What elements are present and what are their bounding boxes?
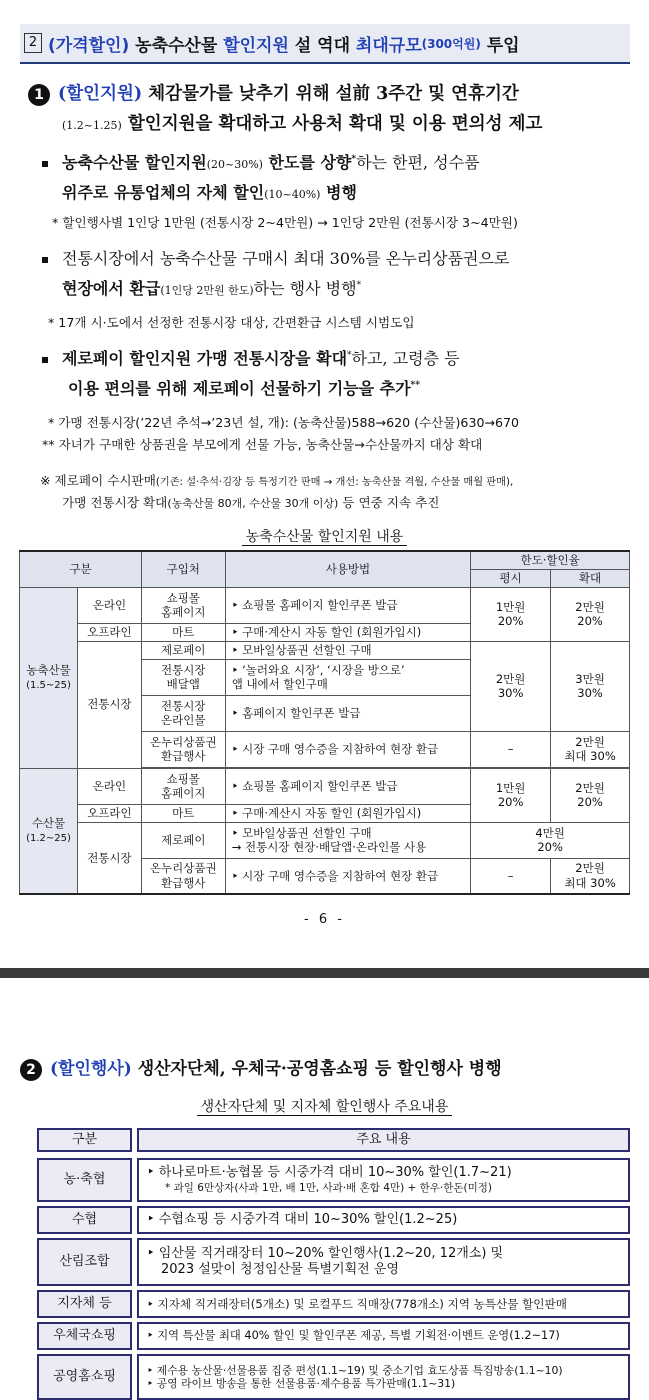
cell-method: ‣ 모바일상품권 선할인 구매: [225, 641, 471, 659]
table-title: [0, 526, 649, 546]
row-cat: 산림조합: [38, 1239, 131, 1285]
square-bullet-icon: [42, 257, 48, 263]
section-title-text: 설 역대: [288, 35, 356, 56]
content-line: ‣ 제수용 농산물·선물용품 집중 편성(1.1~19) 및 중소기업 효도상품 특집방송(1.1~10): [147, 1363, 563, 1377]
square-bullet-icon: [42, 357, 48, 363]
item-marker: 1: [28, 84, 50, 106]
row-content: [138, 1355, 629, 1399]
footnote-3: * 가맹 전통시장(’22년 추석→’23년 설, 개): (농축산물)588→620 (수산물)630→670: [48, 415, 520, 430]
footnote-mark: *: [356, 280, 362, 291]
section-title-text: 투입: [480, 35, 520, 56]
footnote-4: ** 자녀가 구매한 상품권을 부모에게 선물 가능, 농축산물→수산물까지 대상 확대: [42, 437, 483, 452]
table-title-text: 생산자단체 및 지자체 할인행사 주요내용: [197, 1099, 453, 1116]
text: 전통시장에서 농축수산물 구매시 최대 30%를 온누리상품권으로: [62, 249, 510, 268]
row-content: [138, 1323, 629, 1349]
bullet1-line2: [62, 180, 357, 203]
cell-market: 전통시장: [77, 641, 141, 768]
text: 현장에서 환급: [62, 279, 161, 298]
group-fish: [20, 768, 78, 894]
note-line1: [40, 470, 513, 489]
footnote-mark: *: [351, 154, 357, 165]
text: 위주로 유통업체의 자체 할인: [62, 183, 265, 202]
row-cat: 우체국쇼핑: [38, 1323, 131, 1349]
text: ※ 제로페이 수시판매: [40, 473, 156, 488]
item1-heading-line2: [62, 110, 542, 135]
content-line: ‣ 지역 특산물 최대 40% 할인 및 할인쿠폰 제공, 특별 기획전·이벤트 운영(1.2~17): [147, 1328, 560, 1342]
cell-normal: –: [471, 858, 551, 894]
cell-limit-merged: 4만원 20%: [471, 822, 630, 858]
events-table: [37, 1128, 630, 1400]
content-subline: * 과일 6만상자(사과 1만, 배 1만, 사과·배 혼합 4만) + 한우·한돈(미정): [165, 1181, 493, 1194]
page-separator: [0, 968, 649, 978]
cell-normal: 1만원 20%: [471, 768, 551, 822]
bullet2-line1: [42, 246, 509, 269]
cell-place: 쇼핑몰 홈페이지: [141, 768, 225, 804]
cell-offline: 오프라인: [77, 623, 141, 641]
content-line: ‣ 임산물 직거래장터 10~20% 할인행사(1.2~20, 12개소) 및: [147, 1245, 504, 1261]
content-line: ‣ 하나로마트·농협몰 등 시중가격 대비 10~30% 할인(1.7~21): [147, 1165, 512, 1181]
content-line: ‣ 지자체 직거래장터(5개소) 및 로컬푸드 직매장(778개소) 지역 농특산물 할인판매: [147, 1296, 567, 1311]
row-cat: 지자체 등: [38, 1291, 131, 1317]
cell-method: ‣ 모바일상품권 선할인 구매 → 전통시장 현장·배달앱·온라인몰 사용: [225, 822, 471, 858]
text: 가맹 전통시장 확대: [62, 495, 168, 510]
item-tag: (할인행사): [50, 1059, 132, 1079]
cell-place: 온누리상품권 환급행사: [141, 731, 225, 767]
text: 하는 한편, 성수품: [356, 153, 480, 172]
cell-place: 제로페이: [141, 822, 225, 858]
header-normal: 평시: [471, 569, 551, 587]
section-title-amount: (300억원): [421, 36, 481, 51]
footnote-1: * 할인행사별 1인당 1만원 (전통시장 2~4만원) → 1인당 2만원 (전통시장 3~4만원): [52, 215, 518, 230]
content-line: ‣ 수협쇼핑 등 시중가격 대비 10~30% 할인(1.2~25): [147, 1211, 458, 1227]
cell-method: ‣ 구매·계산시 자동 할인 (회원가입시): [225, 804, 471, 822]
text: 이용 편의를 위해 제로페이 선물하기 기능을 추가: [68, 379, 411, 398]
cell-online: 온라인: [77, 768, 141, 804]
discount-support-table: [19, 550, 630, 895]
row-content: [138, 1291, 629, 1317]
cell-method: ‣ 쇼핑몰 홈페이지 할인쿠폰 발급: [225, 768, 471, 804]
cell-method: ‣ 시장 구매 영수증을 지참하여 현장 환급: [225, 731, 471, 767]
text: 농축수산물 할인지원: [62, 153, 207, 172]
cell-expand: 2만원 최대 30%: [551, 731, 630, 767]
section-tag: (가격할인): [48, 35, 130, 56]
row-cat: 수협: [38, 1207, 131, 1233]
text: 농축산물: [26, 662, 71, 677]
header-gubun: 구분: [38, 1129, 131, 1151]
note-line2: [62, 492, 439, 511]
text: 하는 행사 병행: [253, 279, 357, 298]
cell-place: 온누리상품권 환급행사: [141, 858, 225, 894]
cell-method: ‣ 홈페이지 할인쿠폰 발급: [225, 695, 471, 731]
cell-expand: 3만원 30%: [551, 641, 630, 731]
text: 제로페이 할인지원 가맹 전통시장을 확대: [62, 349, 348, 368]
table-title: [0, 1096, 649, 1116]
section-title-text: 농축수산물: [129, 35, 224, 56]
text: (1.2~25): [26, 833, 71, 845]
cell-place: 전통시장 온라인몰: [141, 695, 225, 731]
item-text: 생산자단체, 우체국·공영홈쇼핑 등 할인행사 병행: [131, 1059, 502, 1079]
cell-normal: 2만원 30%: [471, 641, 551, 731]
row-cat: 공영홈쇼핑: [38, 1355, 131, 1399]
cell-method: ‣ 쇼핑몰 홈페이지 할인쿠폰 발급: [225, 587, 471, 623]
row-content: [138, 1207, 629, 1233]
cell-online: 온라인: [77, 587, 141, 623]
section-title-highlight: 최대규모: [355, 35, 422, 56]
square-bullet-icon: [42, 161, 48, 167]
item2-heading: [20, 1054, 502, 1081]
header-method: 사용방법: [225, 551, 471, 587]
section-header: [20, 24, 630, 64]
bullet2-line2: [62, 276, 361, 299]
text: (기존: 설·추석·김장 등 특정기간 판매 → 개선: 농축산물 격월, 수산물 매월 판매),: [155, 477, 514, 488]
cell-method: ‣ 구매·계산시 자동 할인 (회원가입시): [225, 623, 471, 641]
page-number: - 6 -: [304, 912, 345, 927]
content-line: ‣ 공영 라이브 방송을 통한 선물용품·제수용품 특가판매(1.1~31): [147, 1377, 456, 1390]
cell-method: ‣ ‘놀러와요 시장’, ‘시장을 방으로’ 앱 내에서 할인구매: [225, 659, 471, 695]
cell-place: 마트: [141, 623, 225, 641]
section-title-highlight: 할인지원: [223, 35, 289, 56]
cell-place: 전통시장 배달앱: [141, 659, 225, 695]
cell-normal: –: [471, 731, 551, 767]
header-gubun: 구분: [20, 551, 142, 587]
text: 수산물: [31, 815, 66, 830]
text: (20~30%): [206, 158, 263, 171]
bullet3-line1: [42, 346, 460, 369]
text: 병행: [320, 183, 357, 202]
text: 등 연중 지속 추진: [338, 495, 440, 510]
text: (1.5~25): [26, 679, 71, 691]
header-content: 주요 내용: [138, 1129, 629, 1151]
header-expand: 확대: [551, 569, 630, 587]
text: (1인당 2만원 한도): [160, 284, 254, 297]
cell-method: ‣ 시장 구매 영수증을 지참하여 현장 환급: [225, 858, 471, 894]
group-agri: [20, 587, 78, 768]
cell-place: 마트: [141, 804, 225, 822]
cell-expand: 2만원 최대 30%: [551, 858, 630, 894]
item-tag: (할인지원): [58, 84, 143, 104]
header-limit: 한도·할인율: [471, 551, 630, 569]
footnote-2: * 17개 시·도에서 선정한 전통시장 대상, 간편환급 시스템 시범도입: [48, 315, 415, 330]
cell-place: 제로페이: [141, 641, 225, 659]
cell-place: 쇼핑몰 홈페이지: [141, 587, 225, 623]
section-number: 2: [24, 33, 42, 53]
row-cat: 농·축협: [38, 1159, 131, 1201]
row-content: [138, 1239, 629, 1285]
table-title-text: 농축수산물 할인지원 내용: [242, 529, 408, 546]
bullet3-line2: [68, 376, 420, 399]
footnote-mark: **: [410, 380, 420, 391]
text: 하고, 고령층 등: [351, 349, 460, 368]
cell-market: 전통시장: [77, 822, 141, 894]
cell-expand: 2만원 20%: [551, 768, 630, 822]
item-text: 할인지원을 확대하고 사용처 확대 및 이용 편의성 제고: [121, 114, 543, 134]
text: (농축산물 80개, 수산물 30개 이상): [167, 497, 339, 510]
text: (10~40%): [264, 188, 321, 201]
header-place: 구입처: [141, 551, 225, 587]
cell-normal: 1만원 20%: [471, 587, 551, 641]
item-marker: 2: [20, 1059, 42, 1081]
text: 한도를 상향: [262, 153, 352, 172]
content-line: 2023 설맞이 청정임산물 특별기획전 운영: [161, 1262, 399, 1277]
footnote-mark: *: [347, 350, 352, 361]
item-text: 체감물가를 낮추기 위해 설前 3주간 및 연휴기간: [142, 84, 519, 104]
item1-heading: [28, 80, 519, 106]
bullet1-line1: [42, 150, 480, 173]
cell-offline: 오프라인: [77, 804, 141, 822]
period: (1.2~1.25): [62, 119, 122, 132]
cell-expand: 2만원 20%: [551, 587, 630, 641]
row-content: [138, 1159, 629, 1201]
